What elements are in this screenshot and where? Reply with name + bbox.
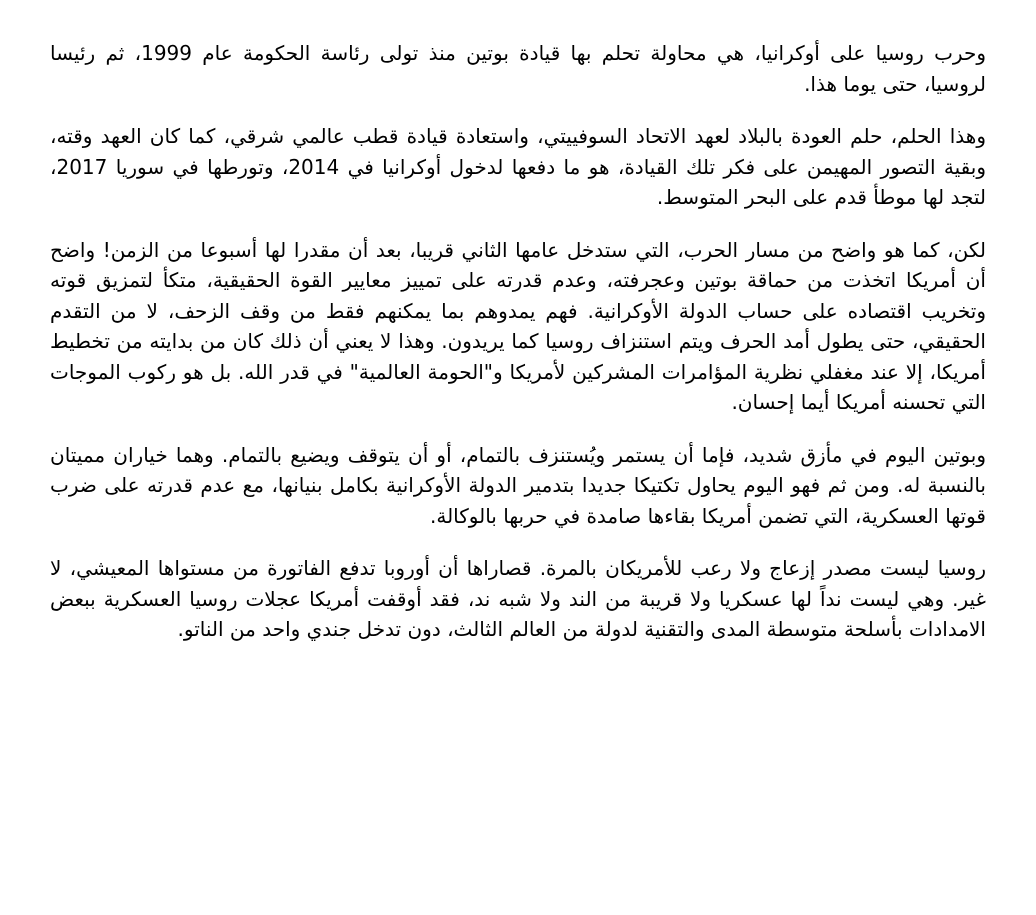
article-body	[50, 38, 986, 645]
article-paragraph-1: وحرب روسيا على أوكرانيا، هي محاولة تحلم بها قيادة بوتين منذ تولى رئاسة الحكومة عام 1999، ثم رئيسا لروسيا، حتى يوما هذا.	[50, 41, 986, 96]
article-paragraph-5: روسيا ليست مصدر إزعاج ولا رعب للأمريكان بالمرة. قصاراها أن أوروبا تدفع الفاتورة من مستواها المعيشي، لا غير. وهي ليست نداً لها عسكريا ولا قريبة من الند ولا شبه ند، فقد أوقفت أمريكا عجلات روسيا العسكرية ببعض الامدادات بأسلحة متوسطة المدى والتقنية لدولة من العالم الثالث، دون تدخل جندي واحد من الناتو.	[50, 556, 986, 641]
article-paragraph-4: وبوتين اليوم في مأزق شديد، فإما أن يستمر ويُستنزف بالتمام، أو أن يتوقف ويضيع بالتمام. وهما خياران مميتان بالنسبة له. ومن ثم فهو اليوم يحاول تكتيكا جديدا بتدمير الدولة الأوكرانية بكامل بنيانها، مع عدم قدرته على ضرب قوتها العسكرية، التي تضمن أمريكا بقاءها صامدة في حربها بالوكالة.	[50, 442, 986, 528]
article-paragraph-2: وهذا الحلم، حلم العودة بالبلاد لعهد الاتحاد السوفييتي، واستعادة قيادة قطب عالمي شرقي، كما كان العهد وقته، وبقية التصور المهيمن على فكر تلك القيادة، هو ما دفعها لدخول أوكرانيا في 2014، وتورطها في سوريا 2017، لتجد لها موطأ قدم على البحر المتوسط.	[50, 124, 987, 209]
article-paragraph-3: لكن، كما هو واضح من مسار الحرب، التي ستدخل عامها الثاني قريبا، بعد أن مقدرا لها أسبوعا من الزمن! واضح أن أمريكا اتخذت من حماقة بوتين وعجرفته، وعدم قدرته على تمييز معايير القوة الحقيقية، متكأ لتمزيق قوته وتخريب اقتصاده على حساب الدولة الأوكرانية. فهم يمدوهم بما يمكنهم فقط من وقف الزحف، لا من التقدم الحقيقي، حتى يطول أمد الحرف ويتم استنزاف روسيا كما يريدون. وهذا لا يعني أن ذلك كان من بدايته من تخطيط أمريكا، إلا عند مغفلي نظرية المؤامرات المشركين لأمريكا و"الحومة العالمية" في قدر الله. بل هو ركوب الموجات التي تحسنه أمريكا أيما إحسان.	[50, 237, 986, 414]
